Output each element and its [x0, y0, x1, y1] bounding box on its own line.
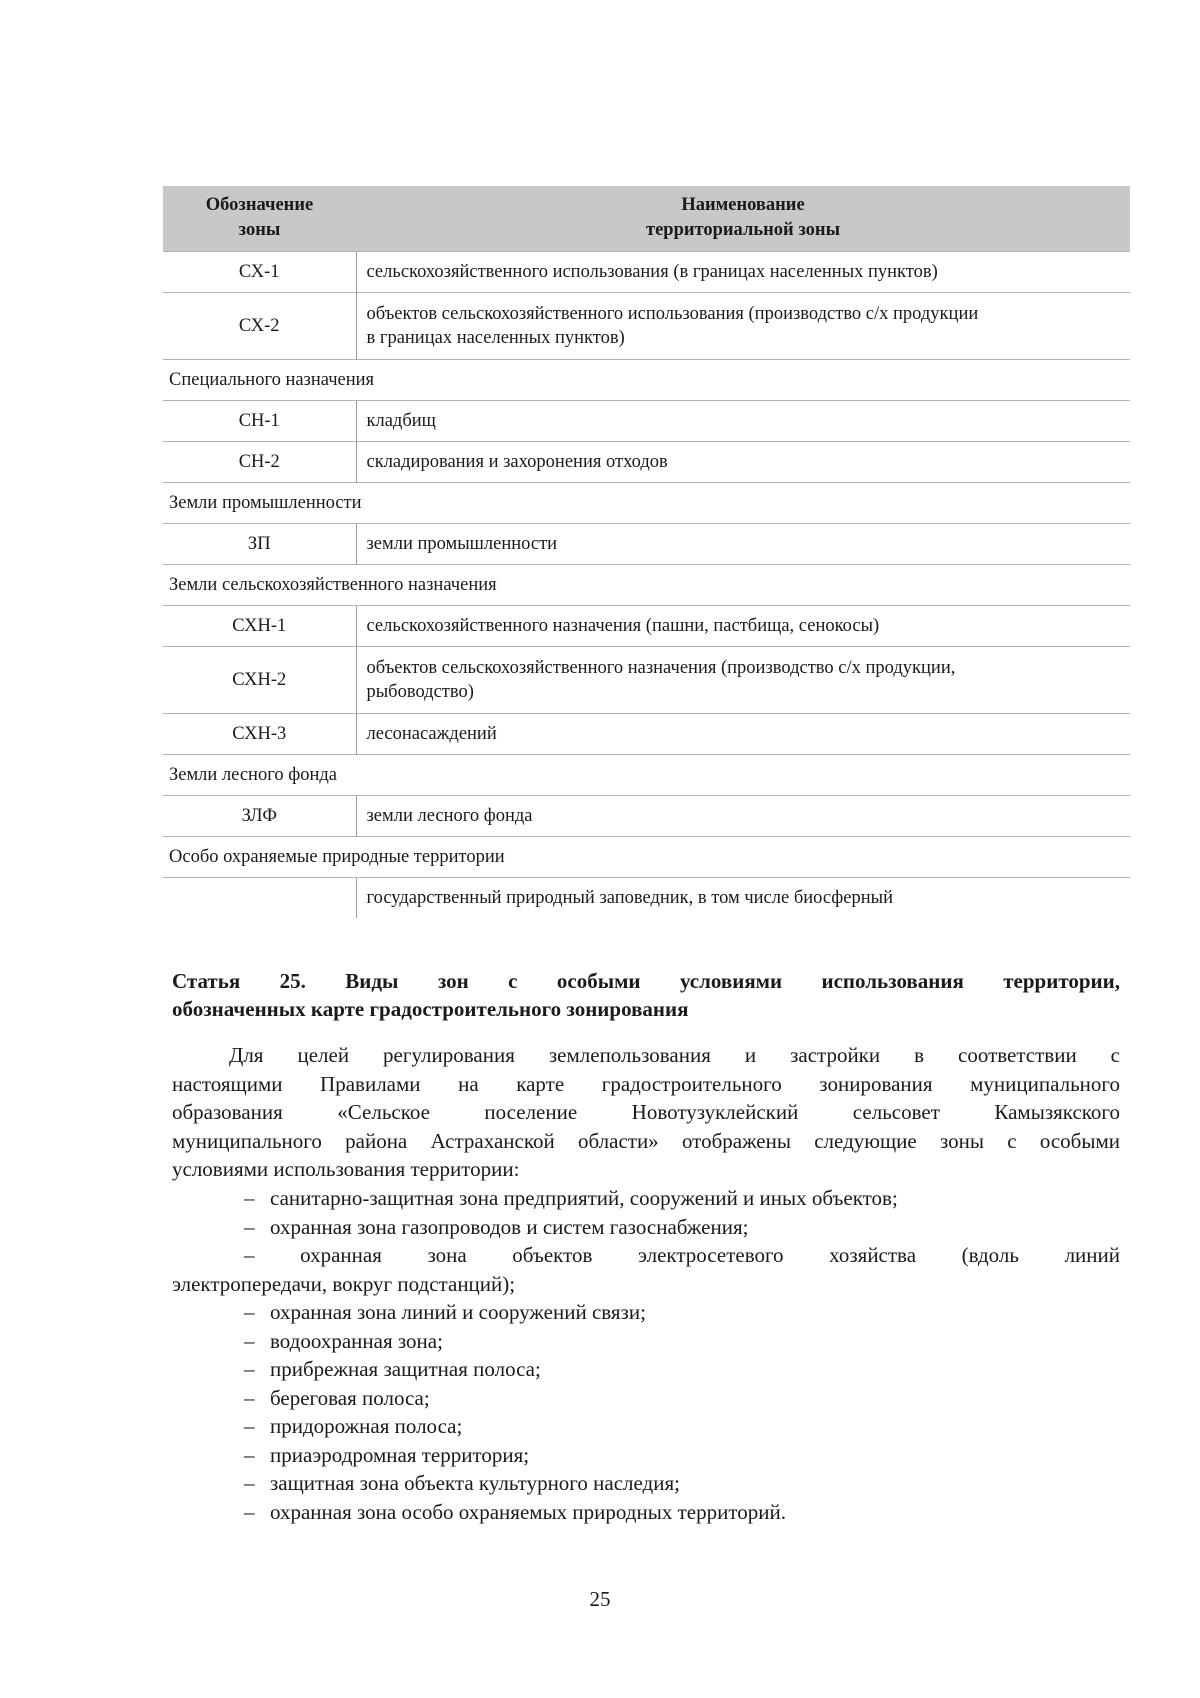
article-heading-line1: Статья 25. Виды зон с особыми условиями использования территории,: [172, 969, 1120, 993]
zone-name: сельскохозяйственного использования (в границах населенных пунктов): [356, 252, 1130, 293]
section-title: Специального назначения: [163, 360, 1130, 401]
paragraph-line: настоящими Правилами на карте градостроительного зонирования муниципального: [172, 1071, 1120, 1096]
zone-code: СХН-2: [163, 647, 356, 714]
list-item-text: охранная зона газопроводов и систем газоснабжения;: [270, 1214, 749, 1239]
list-item-line2: электропередачи, вокруг подстанций);: [172, 1271, 516, 1296]
header-zone-code-line1: Обозначение: [205, 195, 314, 215]
dash-marker: –: [244, 1385, 255, 1410]
zone-code: СХ-1: [163, 252, 356, 293]
dash-marker: –: [244, 1357, 255, 1381]
dash-marker: –: [244, 1300, 255, 1324]
header-zone-name-line1: Наименование: [681, 195, 805, 215]
header-zone-name: [356, 186, 1130, 252]
table-row: [163, 293, 1130, 360]
zone-name-line1: объектов сельскохозяйственного назначения (производство с/х продукции,: [366, 658, 956, 678]
dash-marker: –: [244, 1214, 255, 1239]
zone-name: [356, 293, 1130, 360]
zone-name-line2: рыбоводство): [366, 682, 474, 702]
dash-marker: –: [244, 1414, 255, 1438]
table-section-row: [163, 755, 1130, 796]
header-zone-code-line2: зоны: [238, 220, 281, 240]
table-section-row: [163, 565, 1130, 606]
zone-code: ЗП: [163, 524, 356, 565]
list-item-text: береговая полоса;: [270, 1385, 430, 1410]
zone-name: сельскохозяйственного назначения (пашни, пастбища, сенокосы): [356, 606, 1130, 647]
list-item: [172, 1327, 1120, 1356]
list-item-text: прибрежная защитная полоса;: [270, 1357, 541, 1381]
header-zone-name-line2: территориальной зоны: [645, 220, 841, 240]
list-item-text: приаэродромная территория;: [270, 1442, 530, 1467]
article-heading: [172, 967, 1120, 1023]
zone-name: земли лесного фонда: [356, 796, 1130, 837]
table-section-row: [163, 483, 1130, 524]
special-zones-list: [172, 1184, 1120, 1526]
list-item: [172, 1498, 1120, 1527]
list-item-text: санитарно-защитная зона предприятий, сооружений и иных объектов;: [270, 1186, 898, 1210]
zone-name: земли промышленности: [356, 524, 1130, 565]
zone-name: государственный природный заповедник, в том числе биосферный: [356, 878, 1130, 919]
table-row: [163, 714, 1130, 755]
header-zone-code: [163, 186, 356, 252]
list-item: [172, 1469, 1120, 1498]
list-item-text: придорожная полоса;: [270, 1414, 463, 1438]
zone-name: кладбищ: [356, 401, 1130, 442]
section-title: Земли сельскохозяйственного назначения: [163, 565, 1130, 606]
table-row: [163, 252, 1130, 293]
table-row: [163, 606, 1130, 647]
dash-marker: –: [244, 1243, 255, 1267]
paragraph-line: Для целей регулирования землепользования и застройки в соответствии с: [229, 1043, 1120, 1067]
zone-code: ЗЛФ: [163, 796, 356, 837]
list-item: [172, 1184, 1120, 1213]
paragraph-line: условиями использования территории:: [172, 1157, 520, 1181]
list-item-text: охранная зона линий и сооружений связи;: [270, 1300, 646, 1324]
zone-name: лесонасаждений: [356, 714, 1130, 755]
list-item: [172, 1355, 1120, 1384]
table-row: [163, 442, 1130, 483]
list-item-text: охранная зона объектов электросетевого хозяйства (вдоль линий: [300, 1243, 1121, 1267]
table-row: [163, 401, 1130, 442]
table-section-row: [163, 837, 1130, 878]
zone-code: СХН-3: [163, 714, 356, 755]
table-section-row: [163, 360, 1130, 401]
article-heading-line2: обозначенных карте градостроительного зонирования: [172, 997, 689, 1021]
dash-marker: –: [244, 1442, 255, 1467]
table-row: [163, 524, 1130, 565]
list-item-text: водоохранная зона;: [270, 1328, 443, 1353]
section-title: Земли лесного фонда: [163, 755, 1130, 796]
article-paragraph: [172, 1041, 1120, 1184]
territorial-zones-table: [163, 186, 1130, 918]
table-row: [163, 796, 1130, 837]
zone-code: СХН-1: [163, 606, 356, 647]
zone-name-line1: объектов сельскохозяйственного использования (производство с/х продукции: [366, 304, 979, 324]
list-item: [172, 1412, 1120, 1441]
table-row: [163, 647, 1130, 714]
paragraph-line: муниципального района Астраханской области» отображены следующие зоны с особыми: [172, 1128, 1120, 1153]
dash-marker: –: [244, 1471, 255, 1495]
list-item: [172, 1298, 1120, 1327]
zone-code: СХ-2: [163, 293, 356, 360]
zone-name: [356, 647, 1130, 714]
table-header-row: [163, 186, 1130, 252]
paragraph-line: образования «Сельское поселение Новотузуклейский сельсовет Камызякского: [172, 1100, 1120, 1124]
section-title: Земли промышленности: [163, 483, 1130, 524]
zone-code: СН-1: [163, 401, 356, 442]
table-row: [163, 878, 1130, 919]
zone-name: складирования и захоронения отходов: [356, 442, 1130, 483]
list-item-text: охранная зона особо охраняемых природных территорий.: [270, 1499, 786, 1524]
dash-marker: –: [244, 1328, 255, 1353]
list-item: [172, 1441, 1120, 1470]
dash-marker: –: [244, 1186, 255, 1210]
zone-code: СН-2: [163, 442, 356, 483]
dash-marker: –: [244, 1499, 255, 1524]
section-title: Особо охраняемые природные территории: [163, 837, 1130, 878]
list-item-line1: [172, 1241, 1120, 1270]
page-number: 25: [589, 1587, 611, 1611]
list-item: [172, 1213, 1120, 1242]
list-item: [172, 1384, 1120, 1413]
zone-code: [163, 878, 356, 919]
list-item: [172, 1241, 1120, 1298]
list-item-text: защитная зона объекта культурного наследия;: [270, 1471, 680, 1495]
zone-name-line2: в границах населенных пунктов): [366, 328, 625, 348]
